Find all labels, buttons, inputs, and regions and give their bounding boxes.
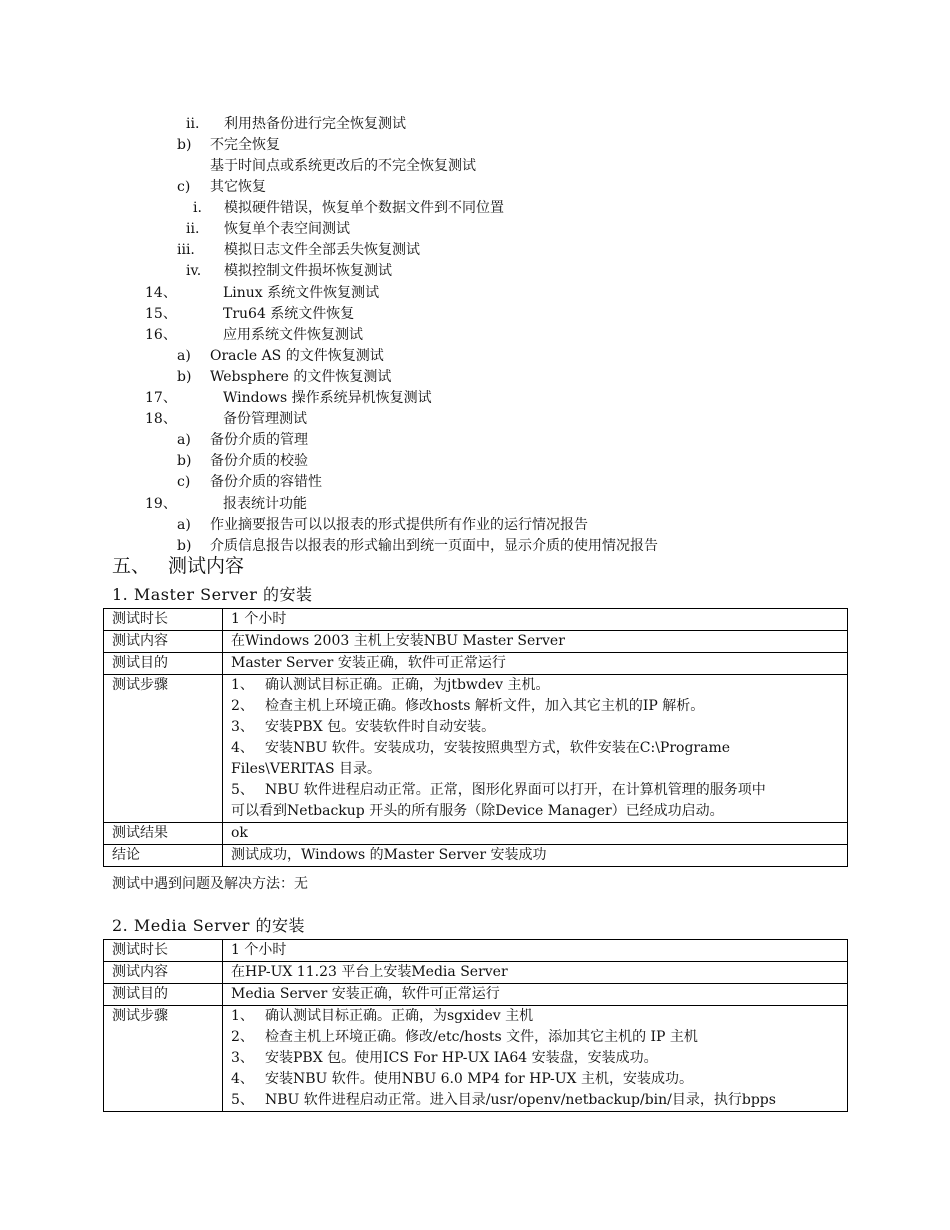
list-marker: ii. xyxy=(186,221,200,237)
value-goal: Master Server 安装正确，软件可正常运行 xyxy=(223,653,848,675)
step-item xyxy=(231,1048,847,1069)
table-row xyxy=(104,675,848,823)
step-item xyxy=(231,1090,847,1111)
step-number: 5、 xyxy=(231,782,254,798)
step-text: NBU 软件进程启动正常。进入目录/usr/openv/netbackup/bin/目录，执行bpps xyxy=(265,1092,776,1108)
step-text: 检查主机上环境正确。修改hosts 解析文件，加入其它主机的IP 解析。 xyxy=(265,698,705,714)
section-title: 测试内容 xyxy=(168,555,245,577)
value-goal: Media Server 安装正确，软件可正常运行 xyxy=(223,984,848,1006)
table-row xyxy=(104,631,848,653)
section-heading xyxy=(112,553,244,579)
list-marker: 14、 xyxy=(145,285,177,301)
label-result: 测试结果 xyxy=(104,823,223,845)
list-item xyxy=(145,409,307,429)
list-item xyxy=(145,388,432,408)
table-row xyxy=(104,1006,848,1112)
list-item-text: 模拟日志文件全部丢失恢复测试 xyxy=(224,242,420,258)
table-row xyxy=(104,940,848,962)
list-marker: iv. xyxy=(186,263,202,279)
list-item-text: 备份管理测试 xyxy=(223,411,307,427)
value-conclusion: 测试成功，Windows 的Master Server 安装成功 xyxy=(223,845,848,867)
step-number: 1、 xyxy=(231,677,254,693)
list-item-text: 基于时间点或系统更改后的不完全恢复测试 xyxy=(210,158,476,174)
table-row xyxy=(104,823,848,845)
list-item-text: 恢复单个表空间测试 xyxy=(224,221,350,237)
step-number: 4、 xyxy=(231,740,254,756)
list-item-text: Websphere 的文件恢复测试 xyxy=(210,369,392,385)
list-item-text: 其它恢复 xyxy=(210,179,266,195)
list-item xyxy=(177,451,308,471)
list-marker: 15、 xyxy=(145,306,177,322)
list-item xyxy=(145,494,307,514)
list-item xyxy=(145,304,354,324)
list-marker: 17、 xyxy=(145,390,177,406)
step-number: 2、 xyxy=(231,698,254,714)
list-marker: i. xyxy=(193,200,202,216)
list-marker: c) xyxy=(177,474,191,490)
step-text: 检查主机上环境正确。修改/etc/hosts 文件，添加其它主机的 IP 主机 xyxy=(265,1029,698,1045)
install2-heading: 2. Media Server 的安装 xyxy=(112,916,306,935)
step-text: 安装NBU 软件。安装成功，安装按照典型方式，软件安装在C:\Programe xyxy=(265,740,731,756)
install2-table xyxy=(103,939,848,1112)
value-duration: 1 个小时 xyxy=(223,609,848,631)
list-marker: b) xyxy=(177,369,192,385)
list-item xyxy=(177,240,420,260)
step-number: 1、 xyxy=(231,1008,254,1024)
label-steps: 测试步骤 xyxy=(104,675,223,823)
section-number: 五、 xyxy=(112,555,151,577)
table-row xyxy=(104,609,848,631)
list-item-text: Windows 操作系统异机恢复测试 xyxy=(223,390,432,406)
list-marker: 19、 xyxy=(145,496,177,512)
label-steps: 测试步骤 xyxy=(104,1006,223,1112)
step-text: 确认测试目标正确。正确，为sgxidev 主机 xyxy=(265,1008,534,1024)
list-item xyxy=(177,430,308,450)
step-number: 3、 xyxy=(231,719,254,735)
list-item xyxy=(177,367,391,387)
list-item xyxy=(177,135,280,155)
value-content: 在HP-UX 11.23 平台上安装Media Server xyxy=(223,962,848,984)
step-text: 安装PBX 包。安装软件时自动安装。 xyxy=(265,719,496,735)
step-text: 安装PBX 包。使用ICS For HP-UX IA64 安装盘，安装成功。 xyxy=(265,1050,658,1066)
step-number: 2、 xyxy=(231,1029,254,1045)
list-item-text: 备份介质的校验 xyxy=(210,453,308,469)
list-item-text: Oracle AS 的文件恢复测试 xyxy=(210,348,384,364)
list-item xyxy=(186,261,392,281)
list-marker: 18、 xyxy=(145,411,177,427)
step-continuation: Files\VERITAS 目录。 xyxy=(231,761,381,777)
step-item xyxy=(231,1027,847,1048)
label-content: 测试内容 xyxy=(104,631,223,653)
list-item xyxy=(186,114,406,134)
label-goal: 测试目的 xyxy=(104,984,223,1006)
list-item-text: 不完全恢复 xyxy=(210,137,280,153)
step-text: 安装NBU 软件。使用NBU 6.0 MP4 for HP-UX 主机，安装成功。 xyxy=(265,1071,693,1087)
list-item xyxy=(210,156,476,176)
install1-note: 测试中遇到问题及解决方法：无 xyxy=(112,876,308,892)
step-continuation: 可以看到Netbackup 开头的所有服务（除Device Manager）已经成功启动。 xyxy=(231,803,724,819)
step-number: 3、 xyxy=(231,1050,254,1066)
value-duration: 1 个小时 xyxy=(223,940,848,962)
table-row xyxy=(104,653,848,675)
list-item-text: 利用热备份进行完全恢复测试 xyxy=(224,116,406,132)
step-item xyxy=(231,675,847,696)
label-goal: 测试目的 xyxy=(104,653,223,675)
step-number: 4、 xyxy=(231,1071,254,1087)
list-marker: b) xyxy=(177,137,192,153)
label-duration: 测试时长 xyxy=(104,609,223,631)
list-item xyxy=(145,325,363,345)
step-item xyxy=(231,780,847,801)
list-marker: a) xyxy=(177,348,191,364)
list-item xyxy=(177,346,384,366)
value-result: ok xyxy=(223,823,848,845)
list-item-text: 介质信息报告以报表的形式输出到统一页面中，显示介质的使用情况报告 xyxy=(210,538,658,554)
list-item-text: Tru64 系统文件恢复 xyxy=(223,306,355,322)
step-number: 5、 xyxy=(231,1092,254,1108)
list-item xyxy=(177,515,588,535)
step-item xyxy=(231,1006,847,1027)
list-marker: b) xyxy=(177,453,192,469)
table-row xyxy=(104,962,848,984)
list-item xyxy=(177,472,322,492)
list-item xyxy=(145,283,379,303)
list-marker: c) xyxy=(177,179,191,195)
list-item-text: Linux 系统文件恢复测试 xyxy=(223,285,380,301)
list-marker: iii. xyxy=(177,242,195,258)
list-item xyxy=(186,219,350,239)
value-content: 在Windows 2003 主机上安装NBU Master Server xyxy=(223,631,848,653)
value-steps xyxy=(223,1006,848,1112)
list-marker: 16、 xyxy=(145,327,177,343)
list-item xyxy=(177,177,266,197)
step-text: 确认测试目标正确。正确，为jtbwdev 主机。 xyxy=(265,677,550,693)
list-item xyxy=(193,198,504,218)
list-item-text: 作业摘要报告可以以报表的形式提供所有作业的运行情况报告 xyxy=(210,517,588,533)
list-item-text: 应用系统文件恢复测试 xyxy=(223,327,363,343)
step-item xyxy=(231,696,847,717)
step-item xyxy=(231,1069,847,1090)
list-item-text: 备份介质的管理 xyxy=(210,432,308,448)
list-item-text: 模拟硬件错误，恢复单个数据文件到不同位置 xyxy=(224,200,504,216)
list-marker: ii. xyxy=(186,116,200,132)
list-marker: a) xyxy=(177,432,191,448)
step-item xyxy=(231,717,847,738)
table-row xyxy=(104,845,848,867)
list-item xyxy=(177,536,658,556)
install1-heading: 1. Master Server 的安装 xyxy=(112,585,313,604)
value-steps xyxy=(223,675,848,823)
install1-table xyxy=(103,608,848,867)
label-duration: 测试时长 xyxy=(104,940,223,962)
list-item-text: 模拟控制文件损坏恢复测试 xyxy=(224,263,392,279)
step-item xyxy=(231,738,847,759)
step-text: NBU 软件进程启动正常。正常，图形化界面可以打开，在计算机管理的服务项中 xyxy=(265,782,766,798)
label-content: 测试内容 xyxy=(104,962,223,984)
list-item-text: 备份介质的容错性 xyxy=(210,474,322,490)
list-item-text: 报表统计功能 xyxy=(223,496,307,512)
list-marker: b) xyxy=(177,538,192,554)
table-row xyxy=(104,984,848,1006)
list-marker: a) xyxy=(177,517,191,533)
label-conclusion: 结论 xyxy=(104,845,223,867)
